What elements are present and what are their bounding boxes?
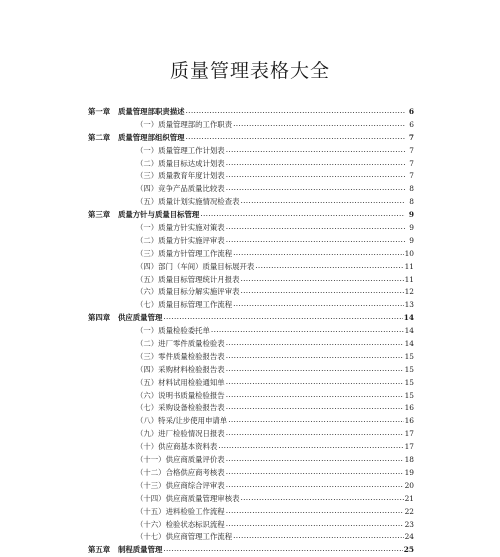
page-number: 15 — [404, 351, 414, 361]
dot-leader — [226, 401, 404, 414]
section-title: （三）质量方针管理工作流程 — [136, 248, 233, 258]
page-number: 9 — [409, 223, 414, 233]
section-title: （十五）进料检验工作流程 — [136, 506, 225, 516]
section-title: （二）质量目标达成计划表 — [136, 158, 225, 168]
page-number: 7 — [408, 132, 414, 142]
page-number: 10 — [404, 248, 414, 258]
dot-leader — [226, 221, 405, 234]
page-number: 14 — [403, 313, 414, 323]
section-title: （五）质量计划实施情况检查表 — [136, 197, 240, 207]
page-number: 6 — [408, 107, 414, 116]
page-number: 16 — [404, 416, 414, 426]
section-title: （四）采购材料检验报告表 — [136, 364, 225, 374]
page-number: 6 — [409, 119, 414, 129]
section-title: （十四）供应商质量管理审核表 — [136, 493, 240, 503]
page-number: 14 — [404, 339, 414, 349]
dot-leader — [226, 376, 404, 389]
dot-leader — [163, 311, 402, 324]
dot-leader — [240, 195, 405, 208]
page-number: 21 — [404, 493, 414, 503]
page-number: 7 — [409, 145, 414, 155]
section-title: （三）零件质量检验报告表 — [136, 351, 225, 361]
dot-leader — [226, 427, 404, 440]
section-title: （九）进厂检验情况日报表 — [136, 429, 225, 439]
section-title: （七）质量目标管理工作流程 — [136, 300, 233, 310]
chapter-title: 质量方针与质量目标管理 — [118, 210, 200, 220]
dot-leader — [218, 440, 403, 453]
page-number: 15 — [404, 390, 414, 400]
dot-leader — [226, 144, 405, 157]
dot-leader — [228, 414, 403, 427]
chapter-number: 第二章 — [88, 132, 111, 142]
chapter-title: 制程质量管理 — [118, 545, 163, 555]
section-title: （一）质量管理工作计划表 — [136, 145, 225, 155]
table-of-contents — [88, 106, 414, 557]
dot-leader — [233, 298, 404, 311]
dot-leader — [233, 118, 405, 131]
dot-leader — [226, 363, 404, 376]
page-number: 9 — [408, 210, 414, 220]
chapter-title: 质量管理部职责描述 — [118, 107, 185, 116]
dot-leader — [226, 453, 404, 466]
page-number: 9 — [409, 235, 414, 245]
dot-leader — [186, 131, 405, 144]
dot-leader — [226, 182, 405, 195]
section-title: （二）质量方针实施评审表 — [136, 235, 225, 245]
section-title: （七）采购设备检验报告表 — [136, 403, 225, 413]
section-title: （十一）供应商质量评价表 — [136, 455, 225, 465]
page-number: 23 — [404, 519, 414, 529]
section-title: （十七）供应商管理工作流程 — [136, 532, 233, 542]
dot-leader — [226, 466, 404, 479]
chapter-number: 第五章 — [88, 545, 111, 555]
dot-leader — [211, 324, 404, 337]
section-title: （十二）合格供应商考核表 — [136, 467, 225, 477]
section-title: （三）质量教育年度计划表 — [136, 171, 225, 181]
page-number: 15 — [404, 377, 414, 387]
section-title: （一）质量方针实施对策表 — [136, 223, 225, 233]
page-number: 24 — [404, 532, 414, 542]
dot-leader — [200, 208, 405, 221]
dot-leader — [186, 105, 405, 118]
page-number: 8 — [409, 197, 414, 207]
dot-leader — [226, 518, 404, 531]
section-title: （五）材料试用检验通知单 — [136, 377, 225, 387]
dot-leader — [163, 543, 402, 556]
chapter-number: 第四章 — [88, 313, 111, 323]
dot-leader — [226, 350, 404, 363]
page-number: 7 — [409, 171, 414, 181]
chapter-title: 供应质量管理 — [118, 313, 163, 323]
dot-leader — [240, 492, 403, 505]
page-number: 7 — [409, 158, 414, 168]
dot-leader — [226, 505, 404, 518]
document-title: 质量管理表格大全 — [169, 60, 330, 82]
dot-leader — [255, 260, 403, 273]
section-title: （十六）检验状态标识流程 — [136, 519, 225, 529]
page-number: 14 — [404, 326, 414, 336]
page-number: 13 — [404, 300, 414, 310]
dot-leader — [233, 530, 404, 543]
dot-leader — [240, 273, 403, 286]
page-number: 17 — [404, 429, 414, 439]
dot-leader — [226, 157, 405, 170]
page-number: 8 — [409, 184, 414, 194]
dot-leader — [226, 337, 404, 350]
section-title: （五）质量目标管理统计月报表 — [136, 274, 240, 284]
dot-leader — [226, 169, 405, 182]
dot-leader — [226, 389, 404, 402]
page-number: 11 — [404, 261, 414, 271]
page-number: 16 — [404, 403, 414, 413]
dot-leader — [240, 285, 403, 298]
page-number: 25 — [403, 545, 414, 555]
chapter-number: 第三章 — [88, 210, 111, 220]
section-title: （一）质量检验委托单 — [136, 326, 210, 336]
dot-leader — [226, 479, 404, 492]
section-title: （八）特采/让步使用申请单 — [136, 416, 228, 426]
section-title: （一）质量管理部的工作职责 — [136, 119, 233, 129]
toc-chapter-row — [88, 544, 414, 557]
section-title: （四）部门（车间）质量目标展开表 — [136, 261, 255, 271]
section-title: （十）供应商基本资料表 — [136, 442, 218, 452]
chapter-title: 质量管理部组织管理 — [118, 132, 185, 142]
section-title: （六）质量目标分解实施评审表 — [136, 287, 240, 297]
page-number: 17 — [404, 442, 414, 452]
section-title: （二）进厂零件质量检验表 — [136, 339, 225, 349]
page-number: 12 — [404, 287, 414, 297]
section-title: （四）竞争产品质量比较表 — [136, 184, 225, 194]
page-number: 18 — [404, 455, 414, 465]
page-number: 22 — [404, 506, 414, 516]
page-number: 11 — [404, 274, 414, 284]
dot-leader — [226, 234, 405, 247]
section-title: （十三）供应商综合评审表 — [136, 480, 225, 490]
dot-leader — [233, 247, 404, 260]
chapter-number: 第一章 — [88, 107, 111, 116]
page-number: 15 — [404, 364, 414, 374]
section-title: （六）说明书质量检验报告 — [136, 390, 225, 400]
page-number: 20 — [404, 480, 414, 490]
page-number: 19 — [404, 467, 414, 477]
